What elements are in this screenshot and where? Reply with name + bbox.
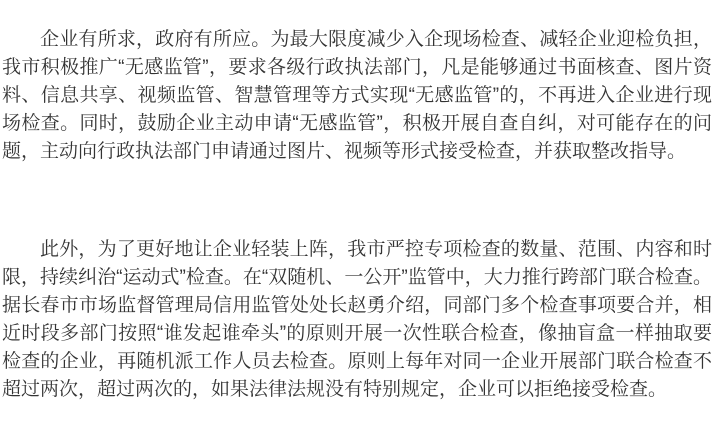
paragraph-wuggan-jianguan: 企业有所求，政府有所应。为最大限度减少入企现场检查、减轻企业迎检负担，我市积极推广“无感监管”，要求各级行政执法部门，凡是能够通过书面核查、图片资料、信息共享、视频监管、智慧管理等方式实现“无感监管”的，不再进入企业进行现场检查。同时，鼓励企业主动申请“无感监管”，积极开展自查自纠，对可能存在的问题，主动向行政执法部门申请通过图片、视频等形式接受检查，并获取整改指导。	[2, 29, 712, 162]
paragraph-lianhe-jiancha: 此外，为了更好地让企业轻装上阵，我市严控专项检查的数量、范围、内容和时限，持续纠治“运动式”检查。在“双随机、一公开”监管中，大力推行跨部门联合检查。据长春市市场监督管理局信用监管处处长赵勇介绍，同部门多个检查事项要合并，相近时段多部门按照“谁发起谁牵头”的原则开展一次性联合检查，像抽盲盒一样抽取要检查的企业，再随机派工作人员去检查。原则上每年对同一企业开展部门联合检查不超过两次，超过两次的，如果法律法规没有特别规定，企业可以拒绝接受检查。	[2, 239, 712, 400]
